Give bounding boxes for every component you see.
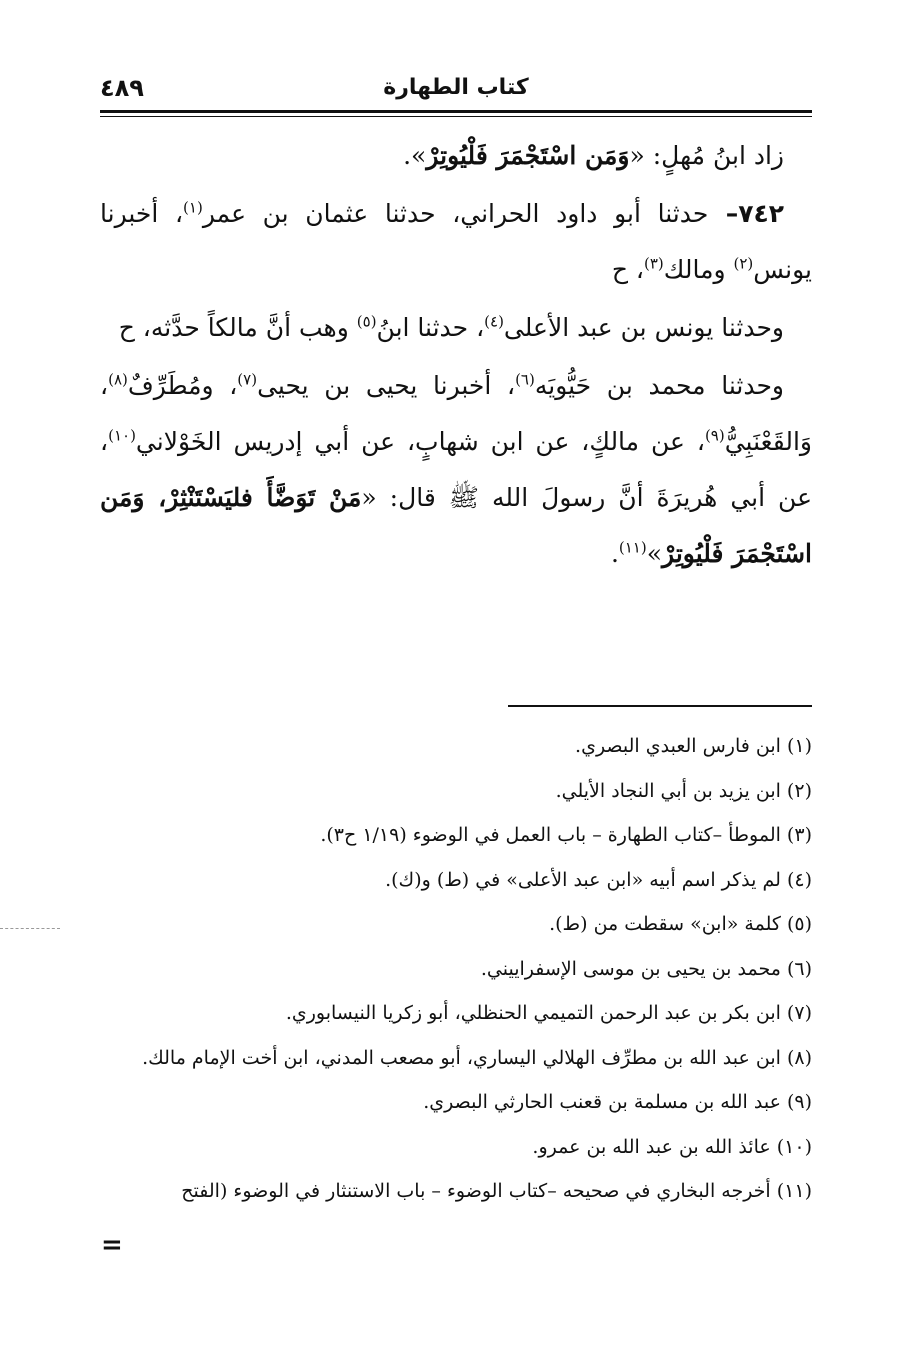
footnote-ref: (٥) xyxy=(356,312,377,331)
footnote-ref: (١٠) xyxy=(108,426,136,445)
footnote: (١) ابن فارس العبدي البصري. xyxy=(575,735,812,757)
footnote: (١٠) عائذ الله بن عبد الله بن عمرو. xyxy=(532,1135,812,1158)
continuation-mark: = xyxy=(101,1230,123,1260)
footnote: (٩) عبد الله بن مسلمة بن قعنب الحارثي البصري. xyxy=(423,1091,812,1113)
footnote: (٤) لم يذكر اسم أبيه «ابن عبد الأعلى» في (ط) و(ك). xyxy=(385,868,812,891)
footnote: (٦) محمد بن يحيى بن موسى الإسفراييني. xyxy=(480,957,812,980)
prophetic-text: مَنْ تَوَضَّأَ فليَسْتَنْثِرْ، وَمَن اسْتَجْمَرَ فَلْيُوتِرْ xyxy=(100,483,812,568)
header-rule-thick xyxy=(100,110,812,113)
footnote: (٣) الموطأ –كتاب الطهارة – باب العمل في الوضوء (١/١٩ ح٣). xyxy=(320,824,812,846)
paragraph-addition: زاد ابنُ مُهلٍ: «وَمَن اسْتَجْمَرَ فَلْيُوتِرْ». xyxy=(403,141,784,170)
footnote-ref: (٢) xyxy=(733,254,754,273)
hadith-number: ٧٤٢ xyxy=(738,199,784,228)
prophetic-text: وَمَن اسْتَجْمَرَ فَلْيُوتِرْ xyxy=(426,141,630,170)
chapter-title: كتاب الطهارة xyxy=(383,75,529,100)
page-number: ٤٨٩ xyxy=(100,74,144,102)
footnote: (١١) أخرجه البخاري في صحيحه –كتاب الوضوء – باب الاستنثار في الوضوء (الفتح xyxy=(181,1180,812,1202)
header-rule-thin xyxy=(100,116,812,117)
margin-mark xyxy=(0,928,60,929)
footnote-ref: (٤) xyxy=(484,312,504,331)
page-header xyxy=(100,72,812,104)
footnote: (٨) ابن عبد الله بن مطرِّف الهلالي اليساري، أبو مصعب المدني، ابن أخت الإمام مالك. xyxy=(142,1046,812,1069)
footnote-ref: (٨) xyxy=(108,370,128,389)
footnote-ref: (٩) xyxy=(704,426,725,445)
footnote: (٧) ابن بكر بن عبد الرحمن التميمي الحنظلي، أبو زكريا النيسابوري. xyxy=(285,1002,812,1024)
footnote-ref: (١) xyxy=(183,198,203,217)
main-text xyxy=(100,128,812,584)
footnote: (٥) كلمة «ابن» سقطت من (ط). xyxy=(549,913,812,935)
footnote-ref: (٣) xyxy=(644,254,664,273)
footnote-ref: (٧) xyxy=(237,370,258,389)
paragraph-chain-2: وحدثنا يونس بن عبد الأعلى$^{(٤)}$، حدثنا ابنُ$^{(٥)}$ وهب أنَّ مالكاً حدَّثه، ح xyxy=(118,312,784,342)
footnote-ref: (٦) xyxy=(515,370,535,389)
paragraph-hadith-742: ٧٤٢– حدثنا أبو داود الحراني، حدثنا عثمان بن عمر$^{(١)}$، أخبرنا يونس$^{(٢)}$ ومالك$^{(٣)}$، ح xyxy=(100,198,812,284)
paragraph-chain-3: وحدثنا محمد بن حَيُّويَه$^{(٦)}$، أخبرنا يحيى بن يحيى$^{(٧)}$، ومُطَرِّفٌ$^{(٨)}$، وَالقَعْنَبِيُّ$^{(٩)}$، عن مالكٍ، عن ابن شهابٍ، عن أبي إدريس الخَوْلاني$^{(١٠)}$، عن أبي هُريرَةَ أنَّ رسولَ الله ﷺ قال: «مَنْ تَوَضَّأَ فليَسْتَنْثِرْ، وَمَن اسْتَجْمَرَ فَلْيُوتِرْ»$^{(١١)}$. xyxy=(100,370,812,568)
footnote: (٢) ابن يزيد بن أبي النجاد الأيلي. xyxy=(555,779,812,802)
footnote-ref: (١١) xyxy=(618,538,647,557)
footnote-separator xyxy=(508,705,812,707)
footnotes xyxy=(100,724,812,1214)
